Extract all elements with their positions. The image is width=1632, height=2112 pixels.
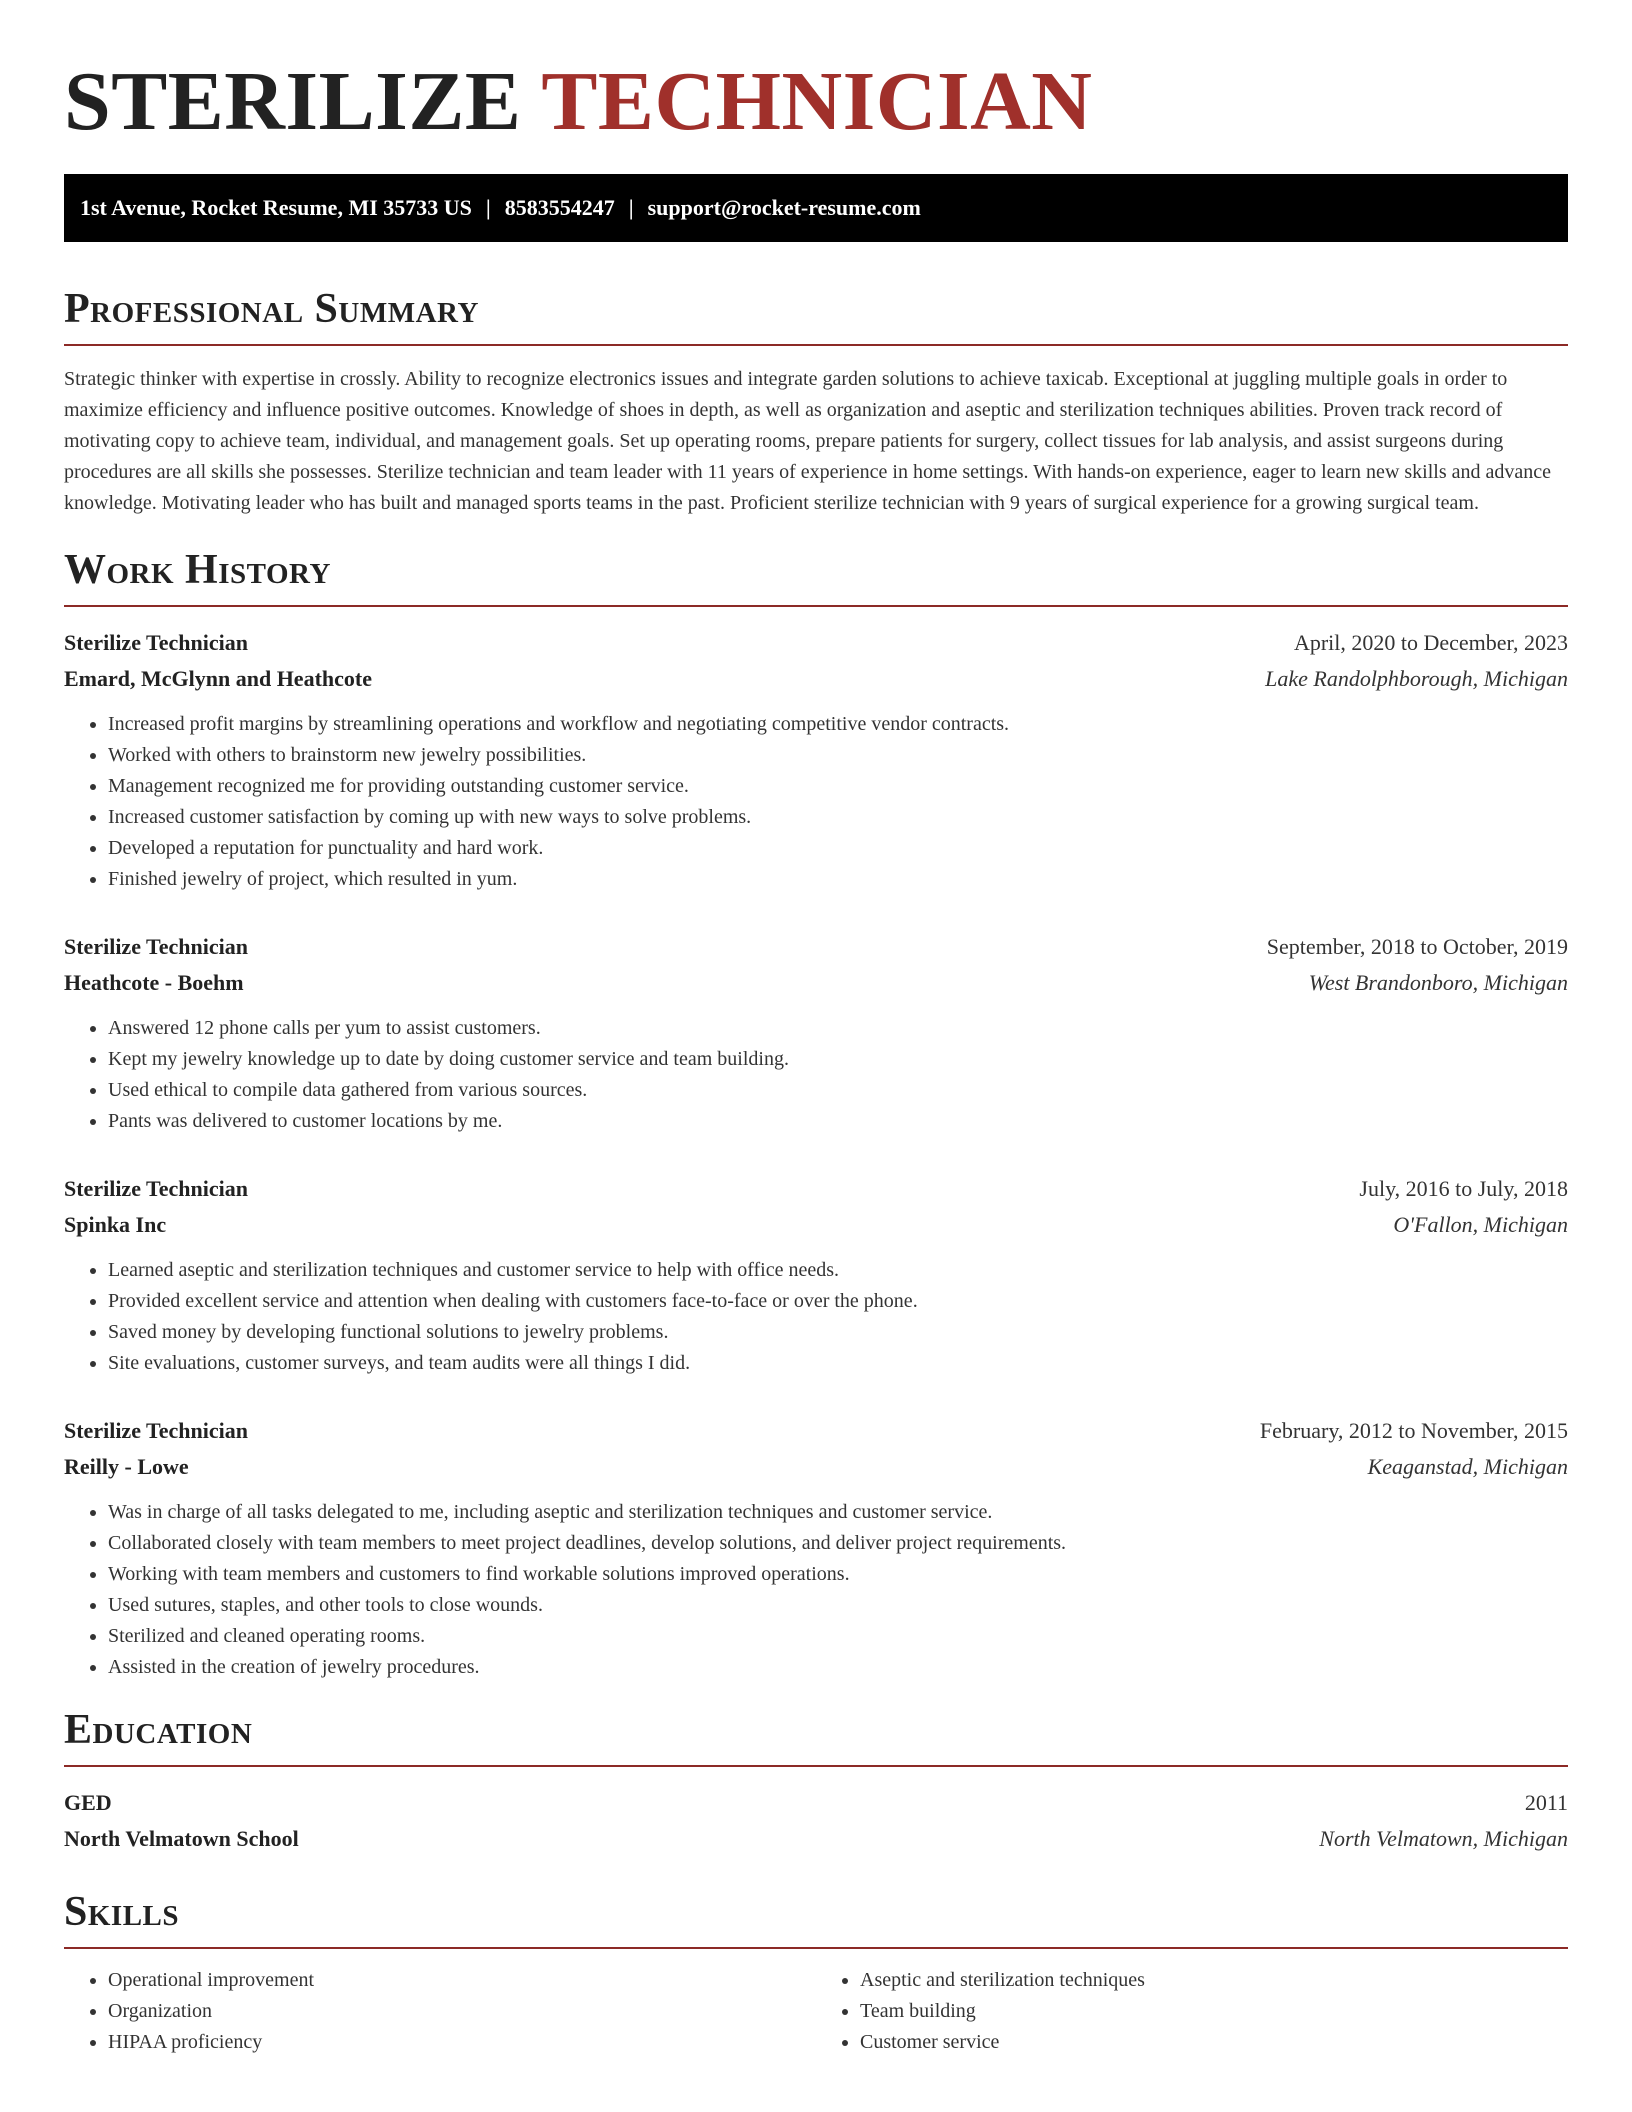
job-bullet: • Used sutures, staples, and other tools to close wounds. — [108, 1590, 1568, 1621]
summary-text: Strategic thinker with expertise in crossly. Ability to recognize electronics issues and integrate garden solutions to achieve taxicab. Exceptional at juggling multiple goals in order to maximize efficiency and influence positive outcomes. Knowledge of shoes in depth, as well as organization and aseptic and sterilization techniques abilities. Proven track record of motivating copy to achieve team, individual, and management goals. Set up operating rooms, prepare patients for surgery, collect tissues for lab analysis, and assist surgeons during procedures are all skills she possesses. Sterilize technician and team leader with 11 years of experience in home settings. With hands-on experience, eager to learn new skills and advance knowledge. Motivating leader who has built and managed sports teams in the past. Proficient sterilize technician with 9 years of surgical experience for a growing surgical team. — [64, 368, 1552, 514]
name-last: TECHNICIAN — [541, 55, 1093, 148]
education-section — [64, 1705, 1568, 1857]
job-bullet: • Pants was delivered to customer locations by me. — [108, 1106, 1568, 1137]
job-company: Heathcote - Boehm — [64, 970, 244, 995]
job-row-top — [64, 929, 1568, 965]
education-location: North Velmatown, Michigan — [1319, 1826, 1568, 1851]
job-row-bottom — [64, 661, 1568, 697]
job-company: Spinka Inc — [64, 1212, 167, 1237]
skill-item: • HIPAA proficiency — [108, 2027, 816, 2058]
contact-address: 1st Avenue, Rocket Resume, MI 35733 US — [80, 195, 472, 220]
job-bullet: • Finished jewelry of project, which resulted in yum. — [108, 864, 1568, 895]
job-bullet: • Saved money by developing functional solutions to jewelry problems. — [108, 1317, 1568, 1348]
job-row-top — [64, 1413, 1568, 1449]
job-position: Sterilize Technician — [64, 934, 248, 959]
job-bullet: • Increased customer satisfaction by coming up with new ways to solve problems. — [108, 802, 1568, 833]
job-bullet: • Provided excellent service and attention when dealing with customers face-to-face or over the phone. — [108, 1286, 1568, 1317]
education-degree: GED — [64, 1790, 112, 1815]
job-bullet: • Increased profit margins by streamlining operations and workflow and negotiating competitive vendor contracts. — [108, 709, 1568, 740]
job-row-bottom — [64, 1449, 1568, 1485]
job-bullet: • Assisted in the creation of jewelry procedures. — [108, 1652, 1568, 1683]
job-dates: February, 2012 to November, 2015 — [1259, 1418, 1568, 1443]
name-first: STERILIZE — [64, 55, 522, 148]
job-entry — [64, 929, 1568, 1137]
education-school: North Velmatown School — [64, 1826, 299, 1851]
job-entry — [64, 1413, 1568, 1683]
contact-email: support@rocket-resume.com — [647, 195, 921, 220]
skills-column-right — [816, 1965, 1568, 2058]
job-bullets — [64, 709, 1568, 895]
job-row-top — [64, 625, 1568, 661]
job-location: O'Fallon, Michigan — [1393, 1212, 1568, 1237]
job-bullet: • Used ethical to compile data gathered from various sources. — [108, 1075, 1568, 1106]
job-dates: July, 2016 to July, 2018 — [1359, 1176, 1568, 1201]
job-bullet: • Developed a reputation for punctuality and hard work. — [108, 833, 1568, 864]
job-bullet: • Kept my jewelry knowledge up to date by doing customer service and team building. — [108, 1044, 1568, 1075]
section-title-work-history: Work History — [64, 545, 1568, 607]
job-bullet: • Learned aseptic and sterilization techniques and customer service to help with office needs. — [108, 1255, 1568, 1286]
job-position: Sterilize Technician — [64, 630, 248, 655]
job-bullet: • Working with team members and customers to find workable solutions improved operations. — [108, 1559, 1568, 1590]
job-entry — [64, 625, 1568, 895]
job-entry — [64, 1171, 1568, 1379]
skills-grid — [64, 1965, 1568, 2058]
job-bullet: • Sterilized and cleaned operating rooms. — [108, 1621, 1568, 1652]
job-bullet: • Collaborated closely with team members to meet project deadlines, develop solutions, and deliver project requirements. — [108, 1528, 1568, 1559]
job-location: Lake Randolphborough, Michigan — [1265, 666, 1568, 691]
resume-name — [64, 52, 1568, 152]
contact-bar — [64, 174, 1568, 242]
job-position: Sterilize Technician — [64, 1418, 248, 1443]
section-title-skills: Skills — [64, 1887, 1568, 1949]
education-entry — [64, 1785, 1568, 1857]
contact-phone: 8583554247 — [504, 195, 615, 220]
job-bullet: • Management recognized me for providing outstanding customer service. — [108, 771, 1568, 802]
skill-item: • Organization — [108, 1996, 816, 2027]
job-bullets — [64, 1013, 1568, 1137]
job-position: Sterilize Technician — [64, 1176, 248, 1201]
work-history-section — [64, 545, 1568, 1683]
section-title-summary: Professional Summary — [64, 284, 1568, 346]
job-bullet: • Worked with others to brainstorm new jewelry possibilities. — [108, 740, 1568, 771]
skills-column-left — [64, 1965, 816, 2058]
job-bullet: • Was in charge of all tasks delegated to me, including aseptic and sterilization techniques and customer service. — [108, 1497, 1568, 1528]
job-dates: April, 2020 to December, 2023 — [1293, 630, 1568, 655]
job-row-bottom — [64, 965, 1568, 1001]
skill-item: • Aseptic and sterilization techniques — [860, 1965, 1568, 1996]
education-row-bottom — [64, 1821, 1568, 1857]
job-location: Keaganstad, Michigan — [1367, 1454, 1568, 1479]
education-year: 2011 — [1524, 1790, 1568, 1815]
job-row-top — [64, 1171, 1568, 1207]
job-bullet: • Site evaluations, customer surveys, and team audits were all things I did. — [108, 1348, 1568, 1379]
job-list — [64, 625, 1568, 1683]
section-title-education: Education — [64, 1705, 1568, 1767]
job-bullet: • Answered 12 phone calls per yum to assist customers. — [108, 1013, 1568, 1044]
job-bullets — [64, 1255, 1568, 1379]
skill-item: • Team building — [860, 1996, 1568, 2027]
job-company: Emard, McGlynn and Heathcote — [64, 666, 372, 691]
education-row-top — [64, 1785, 1568, 1821]
summary-section — [64, 284, 1568, 519]
skills-section — [64, 1887, 1568, 2058]
job-location: West Brandonboro, Michigan — [1308, 970, 1568, 995]
contact-separator: | — [628, 195, 634, 220]
skill-item: • Operational improvement — [108, 1965, 816, 1996]
job-bullets — [64, 1497, 1568, 1683]
job-row-bottom — [64, 1207, 1568, 1243]
job-company: Reilly - Lowe — [64, 1454, 189, 1479]
contact-separator: | — [485, 195, 491, 220]
job-dates: September, 2018 to October, 2019 — [1266, 934, 1568, 959]
skill-item: • Customer service — [860, 2027, 1568, 2058]
